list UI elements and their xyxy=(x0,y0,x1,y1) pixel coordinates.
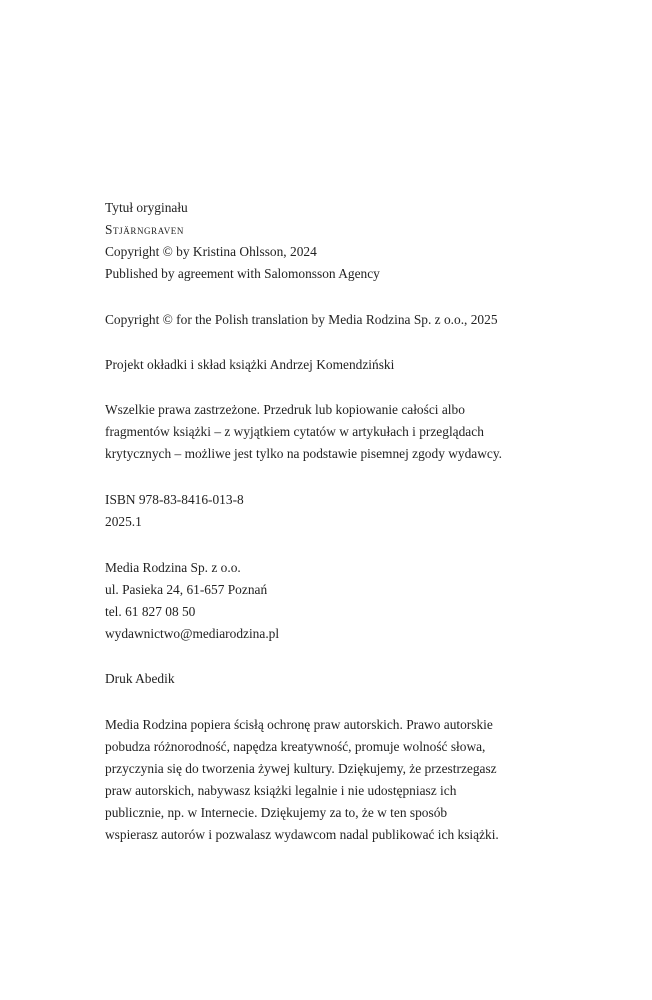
edition: 2025.1 xyxy=(105,514,142,529)
original-title-label: Tytuł oryginału xyxy=(105,200,188,215)
copyright-notice-line: Media Rodzina popiera ścisłą ochronę praw autorskich. Prawo autorskie xyxy=(105,717,493,732)
publisher-address: ul. Pasieka 24, 61-657 Poznań xyxy=(105,582,268,597)
design-credit: Projekt okładki i skład książki Andrzej Komendziński xyxy=(105,357,395,372)
rights-line: fragmentów książki – z wyjątkiem cytatów w artykułach i przeglądach xyxy=(105,424,484,439)
copyright-notice-line: praw autorskich, nabywasz książki legalnie i nie udostępniasz ich xyxy=(105,783,457,798)
copyright-notice-line: przyczynia się do tworzenia żywej kultury. Dziękujemy, że przestrzegasz xyxy=(105,761,497,776)
copyright-notice-line: pobudza różnorodność, napędza kreatywność, promuje wolność słowa, xyxy=(105,739,486,754)
agreement-note: Published by agreement with Salomonsson Agency xyxy=(105,266,380,281)
publisher-name: Media Rodzina Sp. z o.o. xyxy=(105,560,241,575)
copyright-notice-line: publicznie, np. w Internecie. Dziękujemy za to, że w ten sposób xyxy=(105,805,448,820)
copyright-notice-line: wspierasz autorów i pozwalasz wydawcom nadal publikować ich książki. xyxy=(105,827,499,842)
publisher-phone: tel. 61 827 08 50 xyxy=(105,604,196,619)
copyright-translation: Copyright © for the Polish translation by Media Rodzina Sp. z o.o., 2025 xyxy=(105,312,498,327)
original-title: Stjärngraven xyxy=(105,222,184,237)
isbn: ISBN 978-83-8416-013-8 xyxy=(105,492,244,507)
rights-line: Wszelkie prawa zastrzeżone. Przedruk lub kopiowanie całości albo xyxy=(105,402,465,417)
rights-line: krytycznych – możliwe jest tylko na podstawie pisemnej zgody wydawcy. xyxy=(105,446,503,461)
publisher-email: wydawnictwo@mediarodzina.pl xyxy=(105,626,280,641)
printer: Druk Abedik xyxy=(105,671,175,686)
copyright-author: Copyright © by Kristina Ohlsson, 2024 xyxy=(105,244,317,259)
